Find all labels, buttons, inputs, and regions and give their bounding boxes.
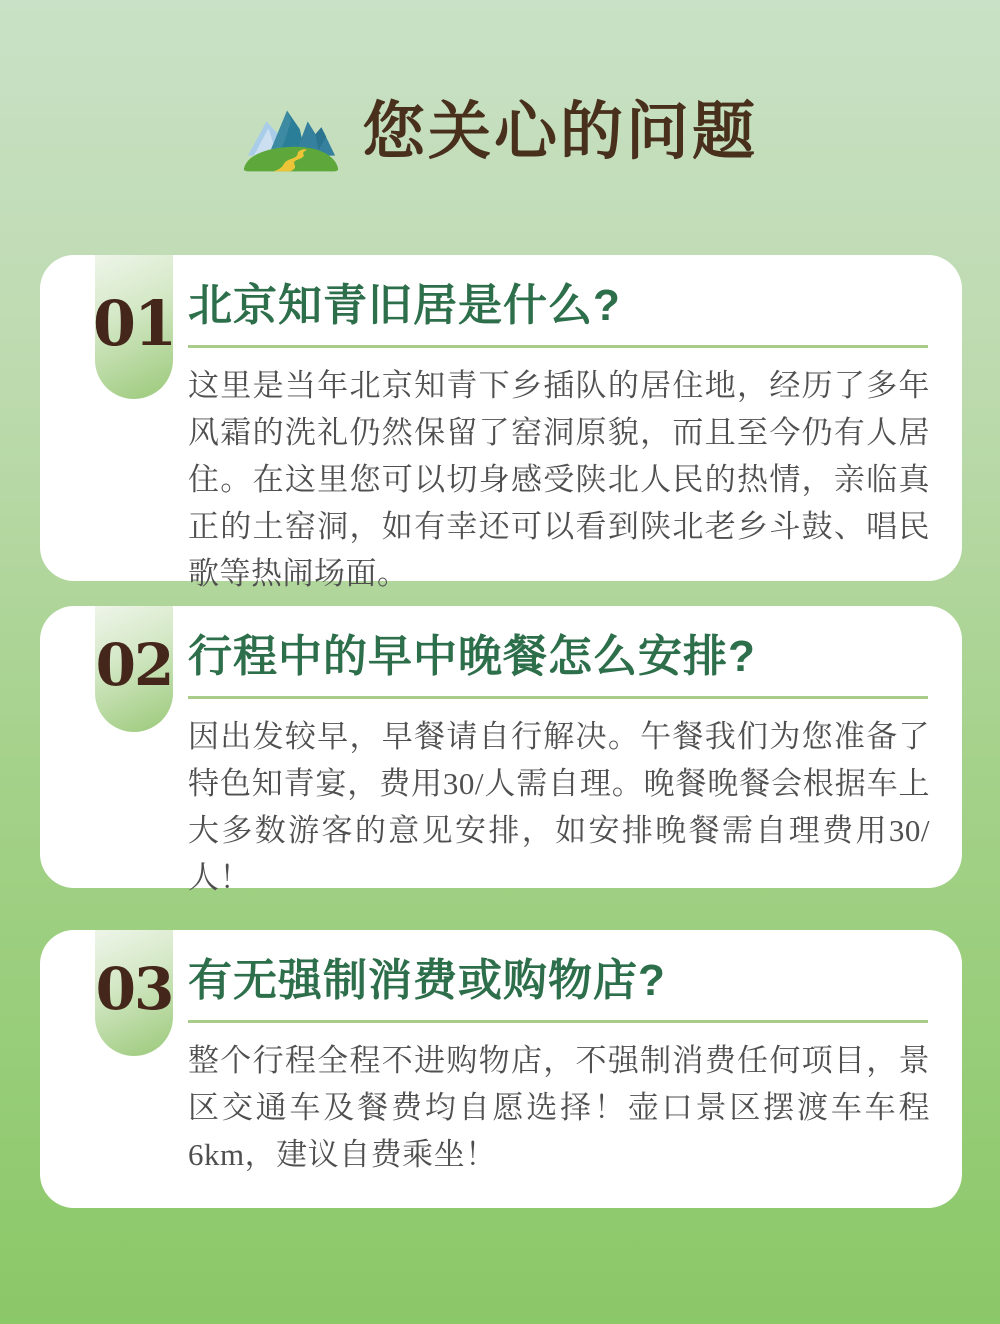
card-1-number-badge — [92, 255, 176, 399]
card-2-number-badge — [95, 606, 173, 732]
card-3-number: 03 — [95, 955, 173, 1023]
page-header — [0, 92, 1000, 174]
faq-card-1 — [40, 255, 962, 592]
mountain-icon — [242, 106, 340, 174]
card-2-content — [40, 606, 962, 901]
card-1-number: 01 — [92, 286, 176, 360]
card-1-underline — [188, 345, 928, 348]
card-1-answer: 这里是当年北京知青下乡插队的居住地，经历了多年风霜的洗礼仍然保留了窑洞原貌，而且至今仍有人居住。在这里您可以切身感受陕北人民的热情，亲临真正的土窑洞，如有幸还可以看到陕北老乡斗鼓、唱民歌等热闹场面。 — [188, 368, 930, 592]
card-2-underline — [188, 696, 928, 699]
page-title: 您关心的问题 — [362, 97, 758, 168]
faq-card-2 — [40, 606, 962, 896]
card-2-question: 行程中的早中晚餐怎么安排? — [188, 632, 756, 681]
card-1-content — [40, 255, 962, 597]
card-2-answer: 因出发较早，早餐请自行解决。午餐我们为您准备了特色知青宴，费用30/人需自理。晚餐晚餐会根据车上大多数游客的意见安排，如安排晚餐需自理费用30/人！ — [188, 719, 930, 896]
card-3-number-badge — [95, 930, 173, 1056]
faq-card-3 — [40, 930, 962, 1208]
card-3-underline — [188, 1020, 928, 1023]
card-2-number: 02 — [95, 631, 173, 699]
card-1-question: 北京知青旧居是什么? — [188, 281, 621, 330]
card-3-question: 有无强制消费或购物店? — [188, 956, 666, 1005]
card-3-answer: 整个行程全程不进购物店，不强制消费任何项目，景区交通车及餐费均自愿选择！壶口景区摆渡车车程6km，建议自费乘坐！ — [188, 1043, 930, 1173]
card-3-content — [40, 930, 962, 1178]
